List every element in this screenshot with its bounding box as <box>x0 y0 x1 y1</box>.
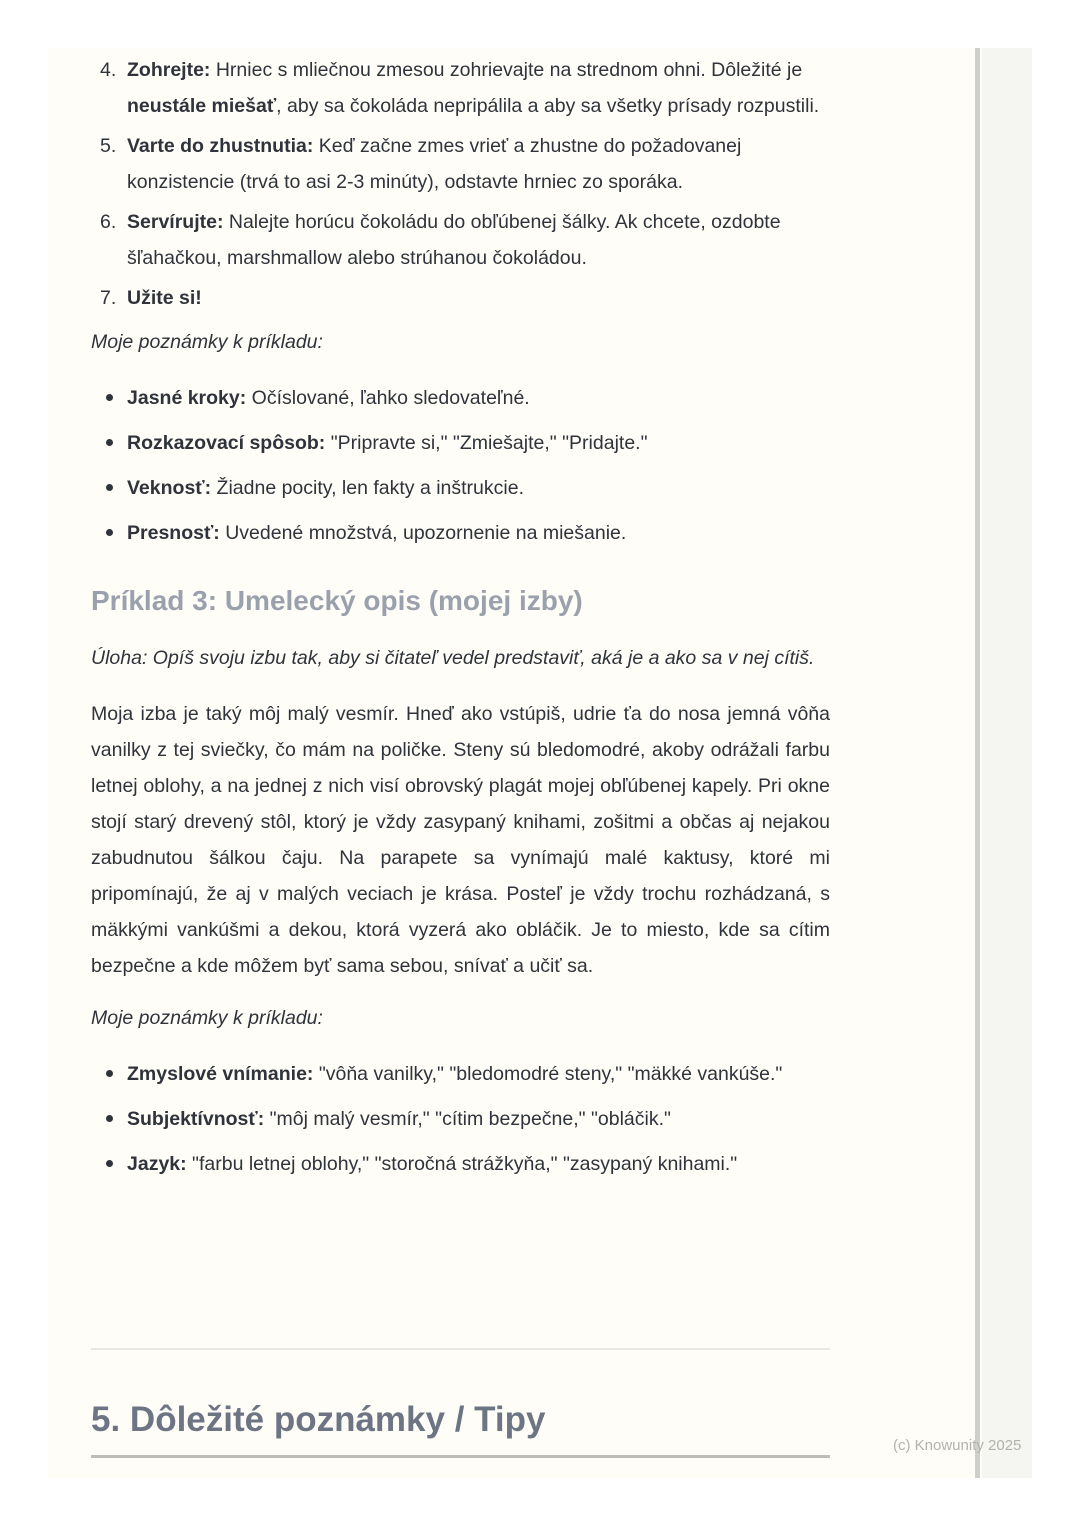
note-item <box>91 515 830 551</box>
step-term: Užite si! <box>127 287 202 309</box>
step-item-7 <box>91 280 830 316</box>
note-term: Jasné kroky: <box>127 387 247 409</box>
bullet-icon <box>106 1115 113 1122</box>
page-right-divider <box>975 48 980 1478</box>
section-divider <box>91 1348 830 1350</box>
notes-list-example3 <box>91 1056 830 1182</box>
bullet-icon <box>106 529 113 536</box>
step-term: Servírujte: <box>127 211 224 233</box>
note-item <box>91 1146 830 1182</box>
step-term: Zohrejte: <box>127 59 211 81</box>
example3-task: Úloha: Opíš svoju izbu tak, aby si čitateľ vedel predstaviť, aká je a ako sa v nej cítiš. <box>91 647 815 669</box>
document-page <box>48 48 1032 1478</box>
list-number: 7. <box>100 287 117 309</box>
section5-heading: 5. Dôležité poznámky / Tipy <box>91 1400 546 1439</box>
copyright-watermark: (c) Knowunity 2025 <box>893 1437 1022 1454</box>
step-item-5 <box>91 128 830 200</box>
document-content <box>91 48 830 1191</box>
emphasis-phrase: neustále miešať <box>127 95 277 117</box>
step-item-4 <box>91 52 830 124</box>
note-item <box>91 1101 830 1137</box>
step-term: Varte do zhustnutia: <box>127 135 314 157</box>
note-text: Presnosť: Uvedené množstvá, upozornenie na miešanie. <box>127 522 627 544</box>
note-item <box>91 380 830 416</box>
list-number: 6. <box>100 211 117 233</box>
note-term: Jazyk: <box>127 1153 187 1175</box>
note-text: Rozkazovací spôsob: "Pripravte si," "Zmiešajte," "Pridajte." <box>127 432 648 454</box>
example3-body-paragraph: Moja izba je taký môj malý vesmír. Hneď ako vstúpiš, udrie ťa do nosa jemná vôňa vanilky z tej sviečky, čo mám na poličke. Steny sú bledomodré, akoby odrážali farbu letnej oblohy, a na jednej z nich visí obrovský plagát mojej obľúbenej kapely. Pri okne stojí starý drevený stôl, ktorý je vždy zasypaný knihami, zošitmi a občas aj nejakou zabudnutou šálkou čaju. Na parapete sa vynímajú malé kaktusy, ktoré mi pripomínajú, že aj v malých veciach je krása. Posteľ je vždy trochu rozhádzaná, s mäkkými vankúšmi a dekou, ktorá vyzerá ako obláčik. Je to miesto, kde sa cítim bezpečne a kde môžem byť sama sebou, snívať a učiť sa. <box>91 703 830 977</box>
section5-block <box>91 1348 830 1458</box>
note-text: Veknosť: Žiadne pocity, len fakty a inštrukcie. <box>127 477 524 499</box>
recipe-steps-list <box>91 52 830 316</box>
step-text: Varte do zhustnutia: Keď začne zmes vrieť a zhustne do požadovanej konzistencie (trvá to asi 2-3 minúty), odstavte hrniec zo sporáka. <box>127 135 742 193</box>
step-text <box>127 280 830 316</box>
heading-underline <box>91 1455 830 1458</box>
note-term: Rozkazovací spôsob: <box>127 432 326 454</box>
note-text: Subjektívnosť: "môj malý vesmír," "cítim bezpečne," "obláčik." <box>127 1108 671 1130</box>
note-text: Zmyslové vnímanie: "vôňa vanilky," "bledomodré steny," "mäkké vankúše." <box>127 1063 783 1085</box>
notes-intro: Moje poznámky k príkladu: <box>91 1007 323 1029</box>
step-item-6 <box>91 204 830 276</box>
note-term: Presnosť: <box>127 522 220 544</box>
page-edge-strip <box>982 48 1032 1478</box>
list-number: 5. <box>100 135 117 157</box>
bullet-icon <box>106 1070 113 1077</box>
note-item <box>91 470 830 506</box>
step-text: Servírujte: Nalejte horúcu čokoládu do obľúbenej šálky. Ak chcete, ozdobte šľahačkou, marshmallow alebo strúhanou čokoládou. <box>127 211 781 269</box>
note-term: Subjektívnosť: <box>127 1108 265 1130</box>
note-term: Veknosť: <box>127 477 212 499</box>
bullet-icon <box>106 439 113 446</box>
notes-intro: Moje poznámky k príkladu: <box>91 331 323 353</box>
bullet-icon <box>106 484 113 491</box>
note-item <box>91 425 830 461</box>
note-term: Zmyslové vnímanie: <box>127 1063 314 1085</box>
notes-list-example2 <box>91 380 830 551</box>
bullet-icon <box>106 1160 113 1167</box>
bullet-icon <box>106 394 113 401</box>
example3-heading: Príklad 3: Umelecký opis (mojej izby) <box>91 585 583 616</box>
note-text: Jazyk: "farbu letnej oblohy," "storočná strážkyňa," "zasypaný knihami." <box>127 1153 738 1175</box>
list-number: 4. <box>100 59 117 81</box>
step-text: Zohrejte: Hrniec s mliečnou zmesou zohrievajte na strednom ohni. Dôležité je neustále miešať, aby sa čokoláda nepripálila a aby sa všetky prísady rozpustili. <box>127 59 820 117</box>
note-text: Jasné kroky: Očíslované, ľahko sledovateľné. <box>127 387 530 409</box>
note-item <box>91 1056 830 1092</box>
